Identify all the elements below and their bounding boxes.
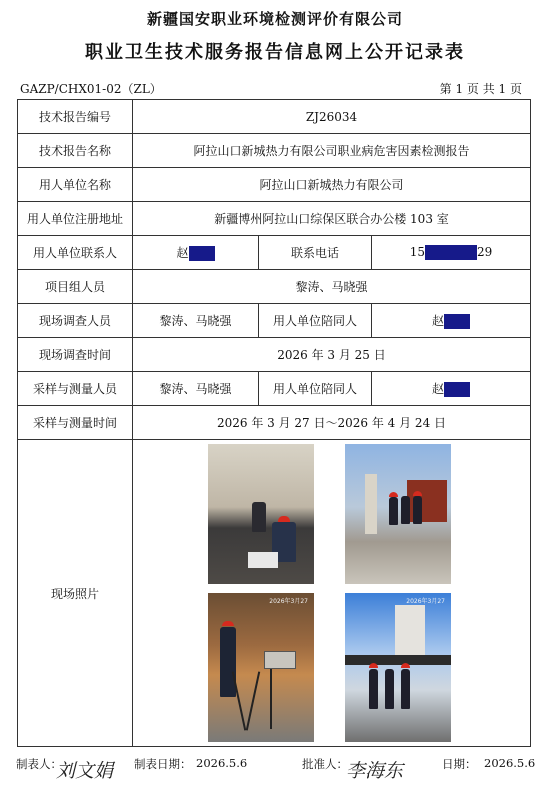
approved-by-label: 批准人： (302, 757, 348, 771)
site-photo-gate-group (345, 444, 451, 584)
escort-value (372, 304, 531, 338)
employer-value: 阿拉山口新城热力有限公司 (133, 168, 531, 202)
sampling-time-label: 采样与测量时间 (18, 406, 133, 440)
row-sampling-staff (18, 372, 531, 406)
page-info: 第 1 页 共 1 页 (439, 82, 522, 96)
sampling-staff-label: 采样与测量人员 (18, 372, 133, 406)
prepared-date-label: 制表日期： (134, 757, 192, 771)
date-value: 2026.5.6 (484, 756, 536, 770)
row-photos (18, 440, 531, 747)
report-name-label: 技术报告名称 (18, 134, 133, 168)
survey-time-label: 现场调查时间 (18, 338, 133, 372)
escort2-value (372, 372, 531, 406)
stack-tower (395, 605, 425, 655)
row-sampling-time (18, 406, 531, 440)
row-survey-staff (18, 304, 531, 338)
team-value: 黎涛、马晓强 (133, 270, 531, 304)
redaction-block (425, 245, 477, 260)
row-employer (18, 168, 531, 202)
person-figure (385, 669, 394, 709)
escort-label: 用人单位陪同人 (259, 304, 372, 338)
person-figure (369, 669, 378, 709)
hardhat (401, 663, 410, 668)
report-no-value: ZJ26034 (133, 100, 531, 134)
photo-timestamp: 2026年3月27 (269, 598, 308, 605)
row-contact (18, 236, 531, 270)
prepared-date-value: 2026.5.6 (196, 756, 248, 770)
sampling-instrument (264, 651, 296, 669)
survey-staff-label: 现场调查人员 (18, 304, 133, 338)
tripod-leg (246, 671, 260, 730)
report-name-value: 阿拉山口新城热力有限公司职业病危害因素检测报告 (133, 134, 531, 168)
contact-visible-text: 赵 (176, 246, 189, 260)
address-label: 用人单位注册地址 (18, 202, 133, 236)
survey-staff-value: 黎涛、马晓强 (133, 304, 259, 338)
form-code: GAZP/CHX01-02（ZL） (20, 82, 162, 96)
escort2-label: 用人单位陪同人 (259, 372, 372, 406)
report-no-label: 技术报告编号 (18, 100, 133, 134)
redaction-block (444, 314, 470, 329)
row-report-name (18, 134, 531, 168)
phone-value (372, 236, 531, 270)
person-figure (252, 502, 266, 532)
person-figure (389, 497, 398, 525)
team-label: 项目组人员 (18, 270, 133, 304)
sampling-staff-value: 黎涛、马晓强 (133, 372, 259, 406)
photo-grid (133, 440, 530, 746)
employer-label: 用人单位名称 (18, 168, 133, 202)
site-photo-outdoor-group (345, 593, 451, 742)
photo-timestamp: 2026年3月27 (406, 598, 445, 605)
redaction-block (189, 246, 215, 261)
date-label: 日期： (442, 757, 477, 771)
company-name: 新疆国安职业环境检测评价有限公司 (146, 10, 403, 28)
site-photo-office-interview (208, 444, 314, 584)
prepared-by-label: 制表人： (16, 757, 62, 771)
tripod-leg (232, 671, 246, 730)
survey-time-value: 2026 年 3 月 25 日 (133, 338, 531, 372)
contact-label: 用人单位联系人 (18, 236, 133, 270)
row-team (18, 270, 531, 304)
person-figure (401, 496, 410, 524)
person-figure (413, 496, 422, 524)
sampling-time-value: 2026 年 3 月 27 日～2026 年 4 月 24 日 (133, 406, 531, 440)
row-address (18, 202, 531, 236)
row-report-no (18, 100, 531, 134)
paper-form (248, 552, 278, 568)
person-figure (220, 627, 236, 697)
phone-prefix: 15 (409, 245, 425, 259)
escort2-visible-text: 赵 (432, 382, 445, 396)
phone-suffix: 29 (477, 245, 493, 259)
escort-visible-text: 赵 (432, 314, 445, 328)
photos-cell (133, 440, 531, 747)
contact-value (133, 236, 259, 270)
site-photo-boiler-measurement (208, 593, 314, 742)
row-survey-time (18, 338, 531, 372)
phone-label: 联系电话 (259, 236, 372, 270)
form-title: 职业卫生技术服务报告信息网上公开记录表 (85, 42, 465, 63)
redaction-block (444, 382, 470, 397)
record-table (17, 99, 531, 747)
hardhat (222, 621, 234, 626)
approved-by-signature: 李海东 (346, 760, 404, 782)
fence (345, 655, 451, 665)
tripod-leg (270, 663, 272, 729)
hardhat (369, 663, 378, 668)
gate-pillar (365, 474, 377, 534)
person-figure (401, 669, 410, 709)
photos-label: 现场照片 (18, 440, 133, 747)
footer-signatures (0, 753, 550, 782)
prepared-by-signature: 刘文娟 (56, 760, 114, 782)
address-value: 新疆博州阿拉山口综保区联合办公楼 103 室 (133, 202, 531, 236)
